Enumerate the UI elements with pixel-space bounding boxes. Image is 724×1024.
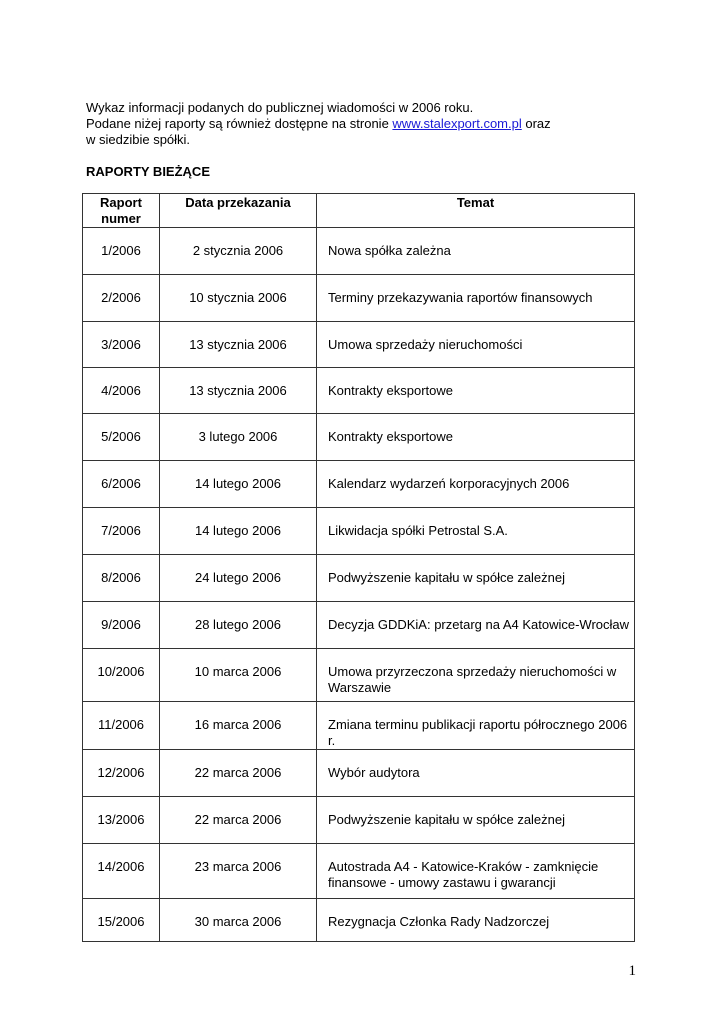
table-row xyxy=(83,750,635,797)
topic-cell: Likwidacja spółki Petrostal S.A. xyxy=(317,508,635,555)
header-date: Data przekazania xyxy=(160,194,317,228)
topic-cell: Umowa sprzedaży nieruchomości xyxy=(317,322,635,368)
topic-cell: Umowa przyrzeczona sprzedaży nieruchomości w Warszawie xyxy=(317,649,635,702)
table-row xyxy=(83,508,635,555)
topic-cell: Nowa spółka zależna xyxy=(317,228,635,275)
section-heading: RAPORTY BIEŻĄCE xyxy=(86,164,210,179)
date-cell: 22 marca 2006 xyxy=(160,750,317,797)
topic-cell: Autostrada A4 - Katowice-Kraków - zamknięcie finansowe - umowy zastawu i gwarancji xyxy=(317,844,635,899)
website-link[interactable]: www.stalexport.com.pl xyxy=(392,116,522,131)
intro-line-3: w siedzibie spółki. xyxy=(86,132,191,147)
intro-line-2-end: oraz xyxy=(521,116,551,131)
topic-cell: Zmiana terminu publikacji raportu półrocznego 2006 r. xyxy=(317,702,635,750)
topic-cell: Wybór audytora xyxy=(317,750,635,797)
intro-line-1: Wykaz informacji podanych do publicznej wiadomości w 2006 roku. xyxy=(86,100,474,115)
table-row xyxy=(83,797,635,844)
report-number-cell: 13/2006 xyxy=(83,797,160,844)
table-row xyxy=(83,844,635,899)
table-row xyxy=(83,899,635,942)
report-number-cell: 4/2006 xyxy=(83,368,160,414)
date-cell: 14 lutego 2006 xyxy=(160,461,317,508)
date-cell: 14 lutego 2006 xyxy=(160,508,317,555)
table-row xyxy=(83,555,635,602)
date-cell: 10 marca 2006 xyxy=(160,649,317,702)
table-row xyxy=(83,414,635,461)
topic-cell: Podwyższenie kapitału w spółce zależnej xyxy=(317,797,635,844)
report-number-cell: 10/2006 xyxy=(83,649,160,702)
table-row xyxy=(83,322,635,368)
page-number: 1 xyxy=(628,963,636,979)
report-number-cell: 15/2006 xyxy=(83,899,160,942)
date-cell: 30 marca 2006 xyxy=(160,899,317,942)
date-cell: 22 marca 2006 xyxy=(160,797,317,844)
report-number-cell: 3/2006 xyxy=(83,322,160,368)
table-row xyxy=(83,649,635,702)
topic-cell: Decyzja GDDKiA: przetarg na A4 Katowice-Wrocław xyxy=(317,602,635,649)
report-number-cell: 5/2006 xyxy=(83,414,160,461)
report-number-cell: 9/2006 xyxy=(83,602,160,649)
intro-line-2-start: Podane niżej raporty są również dostępne na stronie xyxy=(86,116,393,131)
topic-cell: Podwyższenie kapitału w spółce zależnej xyxy=(317,555,635,602)
header-topic: Temat xyxy=(317,194,635,228)
date-cell: 23 marca 2006 xyxy=(160,844,317,899)
header-report-number-text: Raport numer xyxy=(100,195,142,226)
topic-cell: Kontrakty eksportowe xyxy=(317,368,635,414)
table-row xyxy=(83,368,635,414)
report-number-cell: 11/2006 xyxy=(83,702,160,750)
date-cell: 3 lutego 2006 xyxy=(160,414,317,461)
date-cell: 24 lutego 2006 xyxy=(160,555,317,602)
report-number-cell: 2/2006 xyxy=(83,275,160,322)
report-number-cell: 8/2006 xyxy=(83,555,160,602)
table-row xyxy=(83,702,635,750)
report-number-cell: 7/2006 xyxy=(83,508,160,555)
report-number-cell: 12/2006 xyxy=(83,750,160,797)
report-number-cell: 14/2006 xyxy=(83,844,160,899)
date-cell: 13 stycznia 2006 xyxy=(160,322,317,368)
topic-cell: Terminy przekazywania raportów finansowych xyxy=(317,275,635,322)
reports-table xyxy=(82,193,635,942)
report-number-cell: 6/2006 xyxy=(83,461,160,508)
topic-cell: Kalendarz wydarzeń korporacyjnych 2006 xyxy=(317,461,635,508)
header-report-number xyxy=(83,194,160,228)
topic-cell: Kontrakty eksportowe xyxy=(317,414,635,461)
date-cell: 2 stycznia 2006 xyxy=(160,228,317,275)
date-cell: 10 stycznia 2006 xyxy=(160,275,317,322)
table-row xyxy=(83,228,635,275)
table-row xyxy=(83,461,635,508)
table-row xyxy=(83,275,635,322)
date-cell: 16 marca 2006 xyxy=(160,702,317,750)
table-header-row xyxy=(83,194,635,228)
intro-text xyxy=(86,100,551,148)
date-cell: 28 lutego 2006 xyxy=(160,602,317,649)
topic-cell: Rezygnacja Członka Rady Nadzorczej xyxy=(317,899,635,942)
table-row xyxy=(83,602,635,649)
report-number-cell: 1/2006 xyxy=(83,228,160,275)
date-cell: 13 stycznia 2006 xyxy=(160,368,317,414)
intro-line-2 xyxy=(86,116,551,132)
